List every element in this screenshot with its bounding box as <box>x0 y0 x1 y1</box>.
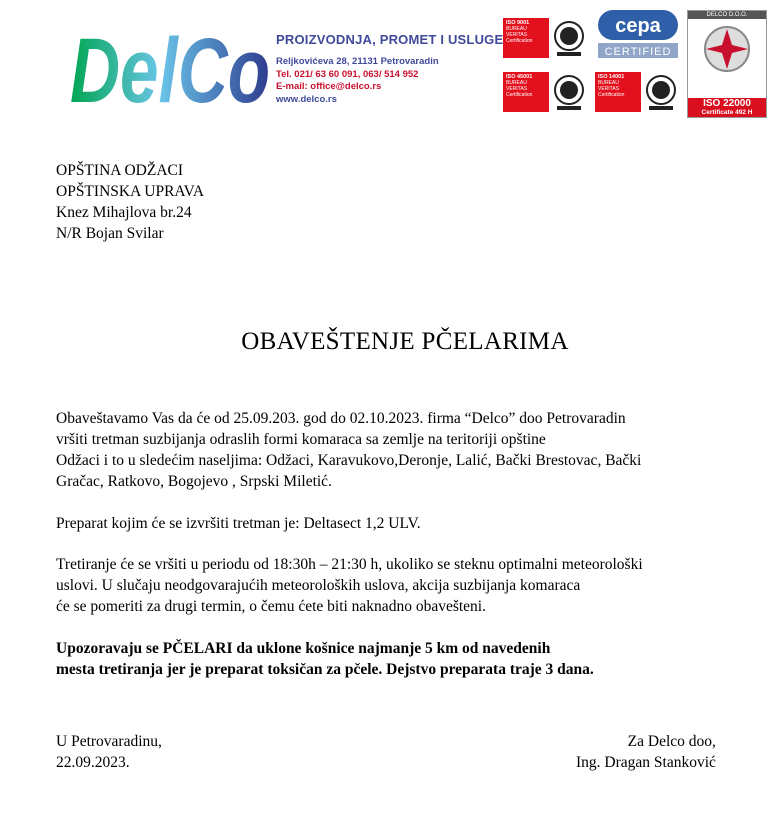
recipient-line: Knez Mihajlova br.24 <box>56 204 192 221</box>
company-name: PROIZVODNJA, PROMET I USLUGE <box>276 32 504 47</box>
iso-14001-badge: ISO 14001 BUREAU VERITAS Certification <box>595 72 641 112</box>
recipient-line: OPŠTINSKA UPRAVA <box>56 183 205 200</box>
for-company: Za Delco doo, <box>627 733 716 750</box>
paragraph-warning <box>56 638 594 680</box>
company-website: www.delco.rs <box>276 93 337 105</box>
quality-seal-icon <box>688 19 766 79</box>
place-date-block <box>56 731 162 773</box>
recipient-line: OPŠTINA ODŽACI <box>56 162 184 179</box>
text-line: mesta tretiranja jer je preparat toksičan za pčele. Dejstvo preparata traje 3 dana. <box>56 661 594 678</box>
company-phone: Tel. 021/ 63 60 091, 063/ 514 952 <box>276 68 419 80</box>
iso-22000-certificate <box>687 10 767 118</box>
bureau-veritas-seal-icon <box>551 72 587 112</box>
signature-block <box>576 731 716 773</box>
text-line: Obaveštavamo Vas da će od 25.09.203. god do 02.10.2023. firma “Delco” doo Petrovaradin <box>56 410 626 427</box>
svg-text:cepa: cepa <box>615 15 661 37</box>
certificate-holder: DELCO D.O.O. <box>688 11 766 19</box>
company-address: Reljkovićeva 28, 21131 Petrovaradin <box>276 56 439 67</box>
bureau-veritas-seal-icon <box>551 18 587 58</box>
logo-text: DelCo <box>70 20 270 118</box>
svg-text:CERTIFIED: CERTIFIED <box>604 46 672 58</box>
text-line: će se pomeriti za drugi termin, o čemu ćete biti naknadno obavešteni. <box>56 598 486 615</box>
recipient-block <box>56 160 204 244</box>
text-line: Upozoravaju se PČELARI da uklone košnice najmanje 5 km od navedenih <box>56 640 551 657</box>
paragraph-timing <box>56 554 643 617</box>
document-title: OBAVEŠTENJE PČELARIMA <box>241 328 569 355</box>
iso-45001-badge: ISO 45001 BUREAU VERITAS Certification <box>503 72 549 112</box>
iso-22000-label: ISO 22000 <box>703 98 751 109</box>
delco-logo <box>68 18 273 118</box>
iso-9001-badge: ISO 9001 BUREAU VERITAS Certification <box>503 18 549 58</box>
text-line: Tretiranje će se vršiti u periodu od 18:30h – 21:30 h, ukoliko se steknu optimalni meteorološki <box>56 556 643 573</box>
signer-name: Ing. Dragan Stanković <box>576 754 716 771</box>
text-line: uslovi. U slučaju neodgovarajućih meteoroloških uslova, akcija suzbijanja komaraca <box>56 577 581 594</box>
company-email: E-mail: office@delco.rs <box>276 81 382 92</box>
company-contact <box>276 56 439 106</box>
recipient-line: N/R Bojan Svilar <box>56 225 164 242</box>
date: 22.09.2023. <box>56 754 130 771</box>
certificate-number: Certificate 492 H <box>701 109 753 116</box>
text-line: Gračac, Ratkovo, Bogojevo , Srpski Miletić. <box>56 473 332 490</box>
cepa-certified-logo <box>595 10 681 60</box>
bureau-veritas-seal-icon <box>643 72 679 112</box>
letterhead <box>0 0 781 130</box>
place: U Petrovaradinu, <box>56 733 162 750</box>
paragraph-schedule <box>56 408 641 492</box>
text-line: Odžaci i to u sledećim naseljima: Odžaci, Karavukovo,Deronje, Lalić, Bački Brestovac, Bački <box>56 452 642 469</box>
text-line: vršiti tretman suzbijanja odraslih formi komaraca sa zemlje na teritoriji opštine <box>56 431 546 448</box>
paragraph-preparation: Preparat kojim će se izvršiti tretman je: Deltasect 1,2 ULV. <box>56 515 421 532</box>
